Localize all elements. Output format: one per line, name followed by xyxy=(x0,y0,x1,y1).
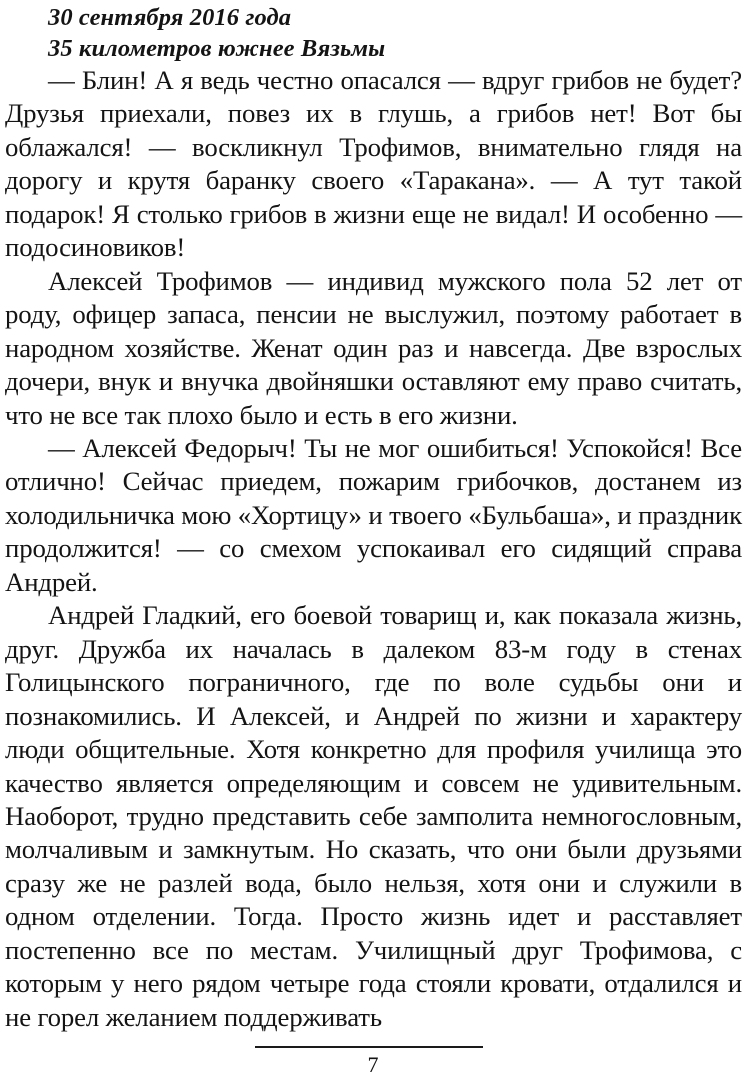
page-number-value: 7 xyxy=(367,1052,379,1077)
paragraph: — Алексей Федорыч! Ты не мог ошибиться! Успокойся! Все отлично! Сейчас приедем, пожарим грибочков, достанем из холодильничка мою «Хортицу» и твоего «Бульбаша», и праздник продолжится! — со смехом успокаивал его сидящий справа Андрей. xyxy=(5,432,742,597)
footer-divider xyxy=(255,1046,483,1048)
paragraph: Алексей Трофимов — индивид мужского пола 52 лет от роду, офицер запаса, пенсии не выслужил, поэтому работает в народном хозяйстве. Женат один раз и навсегда. Две взрослых дочери, внук и внучка двойняшки оставляют ему право считать, что не все так плохо было и есть в его жизни. xyxy=(5,265,742,430)
chapter-heading xyxy=(5,2,742,64)
book-page xyxy=(5,2,742,1034)
paragraph: Андрей Гладкий, его боевой товарищ и, как показала жизнь, друг. Дружба их началась в далеком 83-м году в стенах Голицынского пограничного, где по воле судьбы они и познакомились. И Алексей, и Андрей по жизни и характеру люди общительные. Хотя конкретно для профиля училища это качество является определяющим и совсем не удивительным. Наоборот, трудно представить себе замполита немногословным, молчаливым и замкнутым. Но сказать, что они были друзьями сразу же не разлей вода, было нельзя, хотя они и служили в одном отделении. Тогда. Просто жизнь идет и расставляет постепенно все по местам. Училищный друг Трофимова, с которым у него рядом четыре года стояли кровати, отдалился и не горел желанием поддерживать xyxy=(5,600,742,1032)
paragraph: — Блин! А я ведь честно опасался — вдруг грибов не будет? Друзья приехали, повез их в глушь, а грибов нет! Вот бы облажался! — воскликнул Трофимов, внимательно глядя на дорогу и крутя баранку своего «Таракана». — А тут такой подарок! Я столько грибов в жизни еще не видал! И особенно — подосиновиков! xyxy=(5,65,742,263)
heading-place: 35 километров южнее Вязьмы xyxy=(48,35,386,62)
heading-date: 30 сентября 2016 года xyxy=(48,4,292,31)
page-number xyxy=(0,1052,744,1078)
body-text xyxy=(5,64,742,1034)
